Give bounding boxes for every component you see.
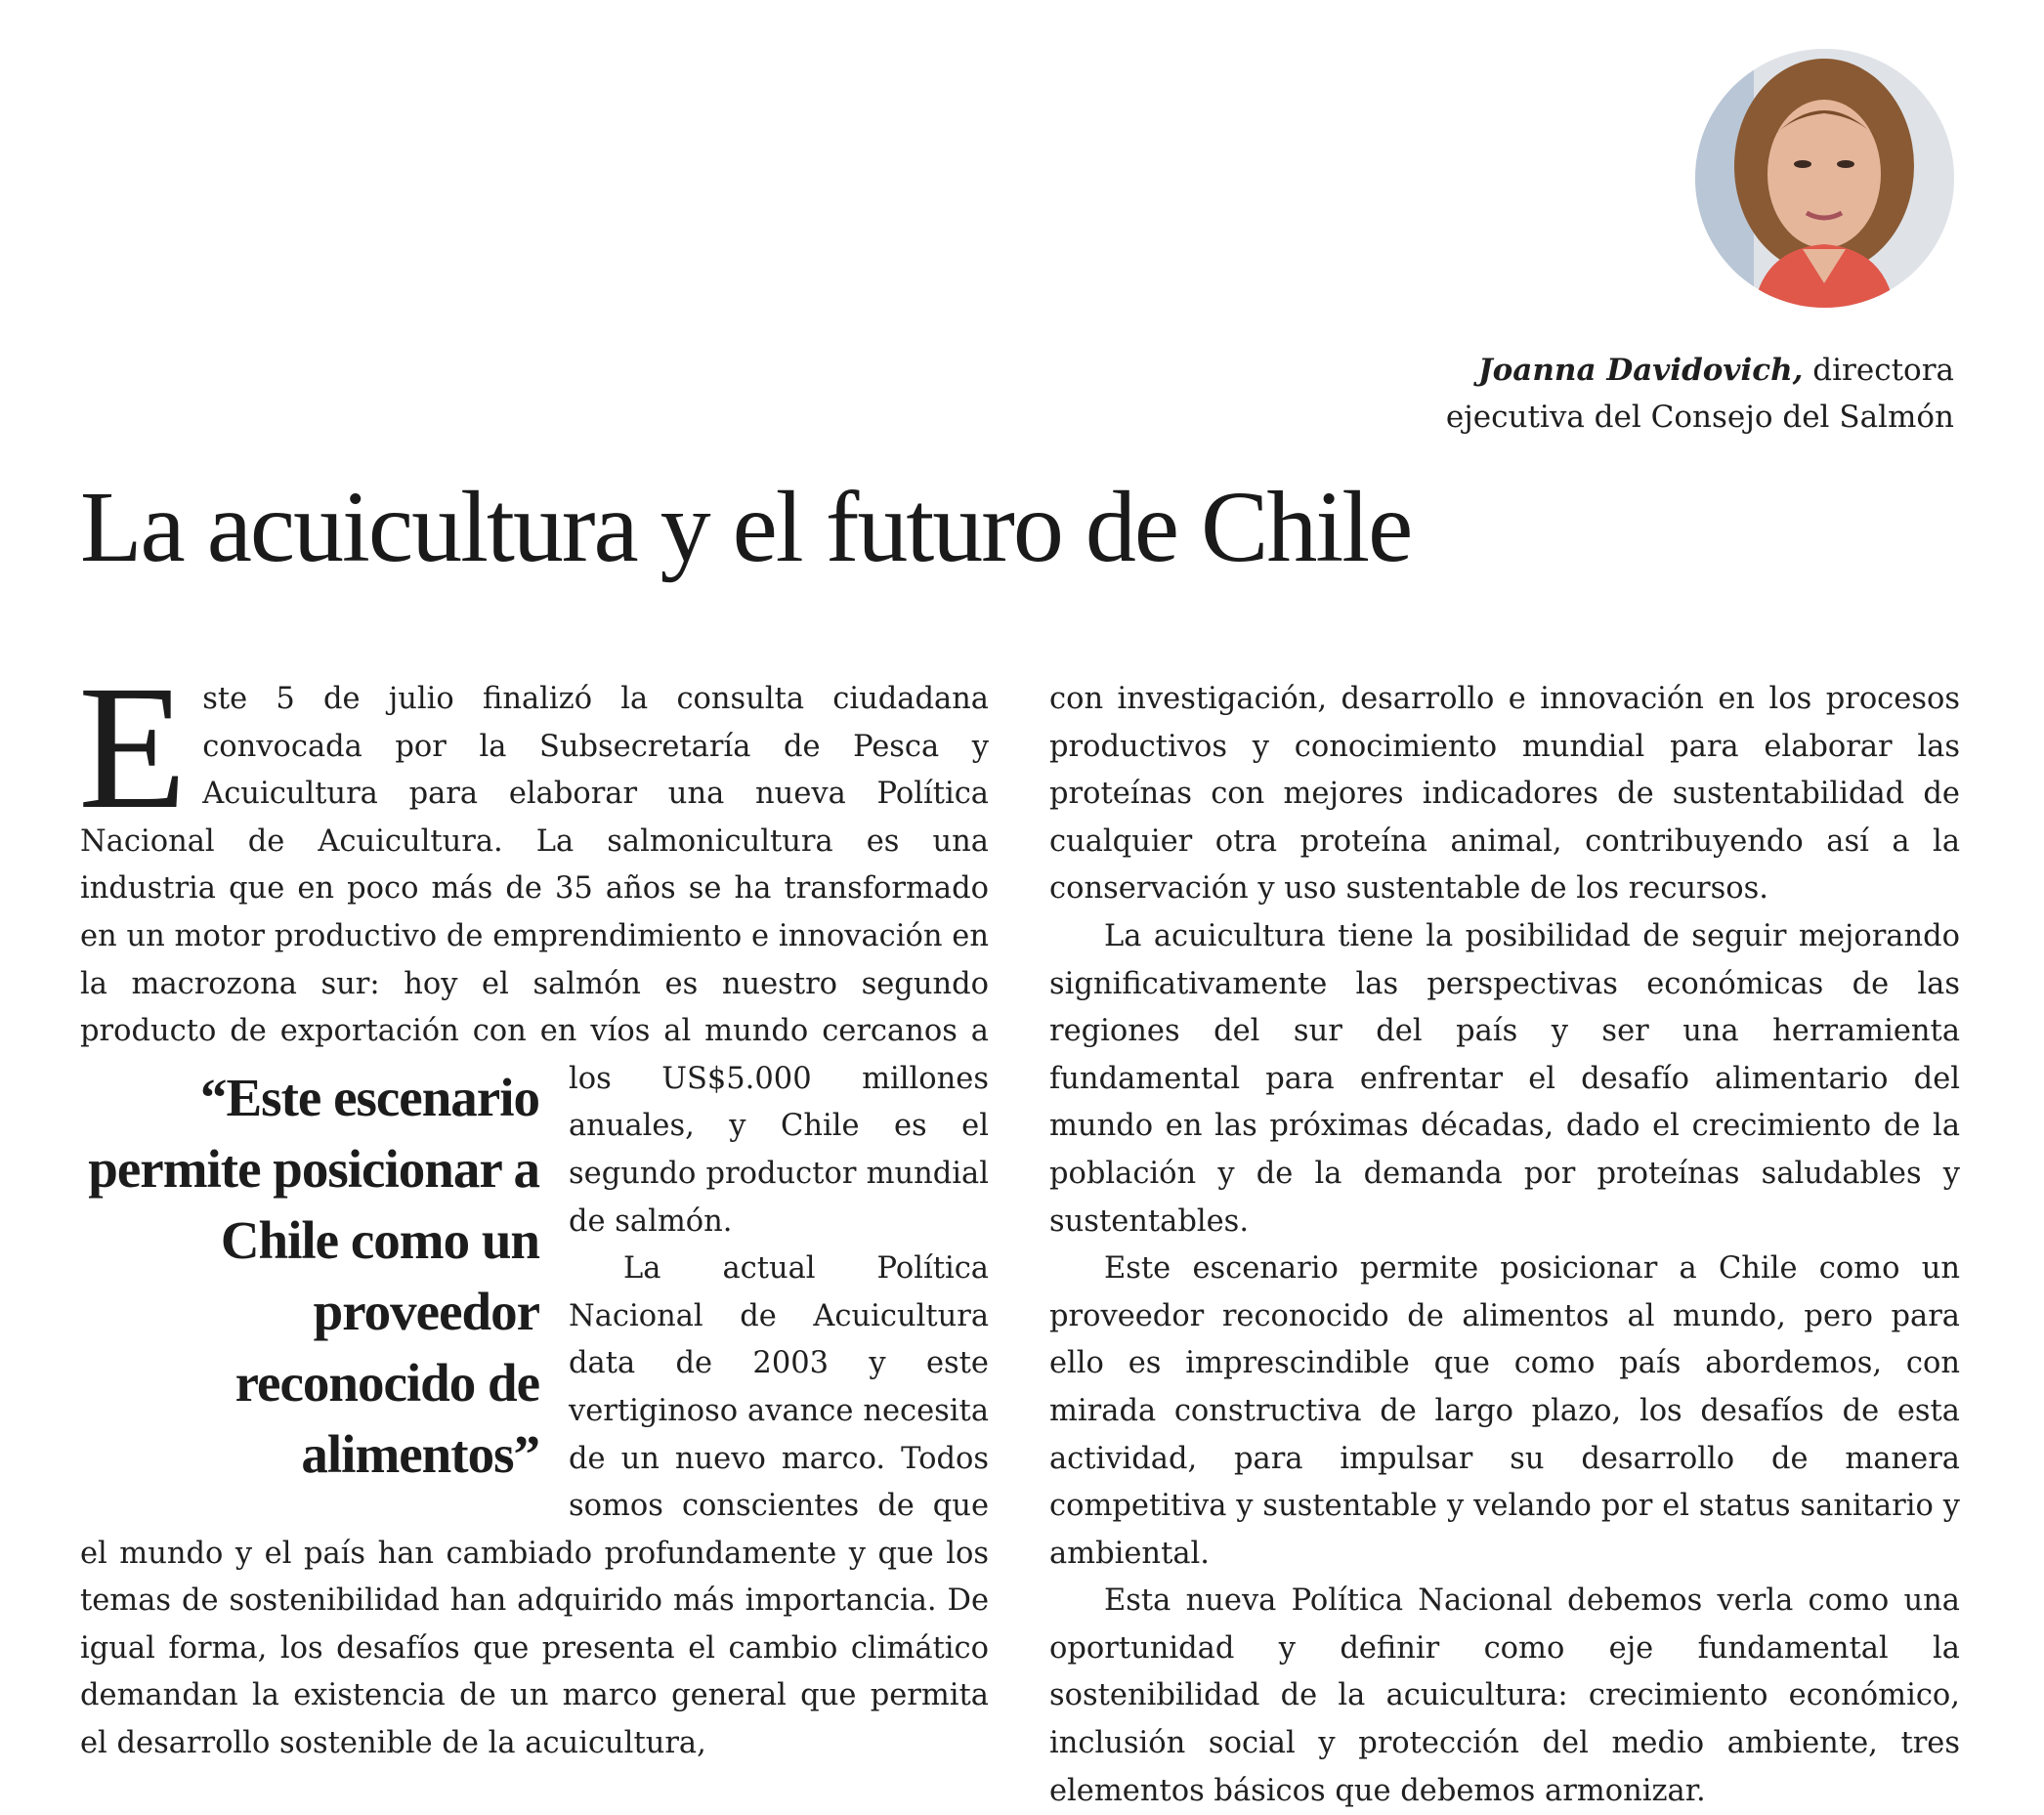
paragraph-scenario: Este escenario permite posicionar a Chile como un proveedor reconocido de alimentos al mundo, pero para ello es imprescindible que como país abordemos, con mirada constructiva de largo plazo, los desafíos de esta actividad, para impulsar su desarrollo de manera competitiva y sustentable y velando por el status sanitario y ambiental. xyxy=(1049,1251,1960,1571)
paragraph-intro-text: ste 5 de julio finalizó la consulta ciudadana convocada por la Subsecretaría de Pesca y Acuicultura para elaborar una nueva Política Nacional de Acuicultura. La salmonicultura es una industria que en poco más de 35 años se ha transformado en un motor productivo de emprendimiento e innovación en la macrozona sur: hoy el salmón es nuestro segundo producto de exportación con en xyxy=(80,682,989,1049)
paragraph-policy: La actual Política Nacional de Acuicultura data de 2003 y este vertiginoso avance necesita de un nuevo marco. Todos somos conscientes de que el mundo y el país han cambiado profundamente y que los temas de sostenibilidad han adquirido más importancia. De igual forma, los desafíos que presenta el cambio climático demandan la existencia de un marco general que permita el desarrollo sostenible de la acuicultura, xyxy=(80,1251,989,1761)
paragraph-opportunity: La acuicultura tiene la posibilidad de seguir mejorando significativamente las perspectivas económicas de las regiones del sur del país y ser una herramienta fundamental para enfrentar el desafío alimentario del mundo en las próximas décadas, dado el crecimiento de la población y de la demanda por proteínas saludables y sustentables. xyxy=(1049,918,1960,1239)
author-role-line1: directora xyxy=(1803,353,1954,388)
paragraph-sustainability: Esta nueva Política Nacional debemos verla como una oportunidad y definir como eje fundamental la sostenibilidad de la acuicultura: crecimiento económico, inclusión social y protección del medio ambiente, tres elementos básicos que debemos armonizar. xyxy=(1049,1583,1960,1808)
drop-cap: E xyxy=(78,650,188,846)
paragraph-intro-text-continued: víos al mundo cercanos a los US$5.000 millones anuales, y Chile es el segundo productor mundial de salmón. xyxy=(569,1014,989,1239)
right-column xyxy=(1049,676,1960,1815)
author-name: Joanna Davidovich, xyxy=(1477,353,1804,388)
paragraph-research: con investigación, desarrollo e innovación en los procesos productivos y conocimiento mundial para elaborar las proteínas con mejores indicadores de sustentabilidad de cualquier otra proteína animal, contribuyendo así a la conservación y uso sustentable de los recursos. xyxy=(1049,682,1960,907)
paragraph-intro xyxy=(78,650,989,1484)
article-headline: La acuicultura y el futuro de Chile xyxy=(80,471,1412,583)
author-photo xyxy=(1695,49,1954,308)
author-byline xyxy=(1446,347,1954,441)
left-column xyxy=(78,650,989,1768)
pull-quote: “Este escenario permite posicionar a Chile como un proveedor reconocido de alimentos” xyxy=(88,1067,539,1484)
author-role-line2: ejecutiva del Consejo del Salmón xyxy=(1445,400,1954,435)
